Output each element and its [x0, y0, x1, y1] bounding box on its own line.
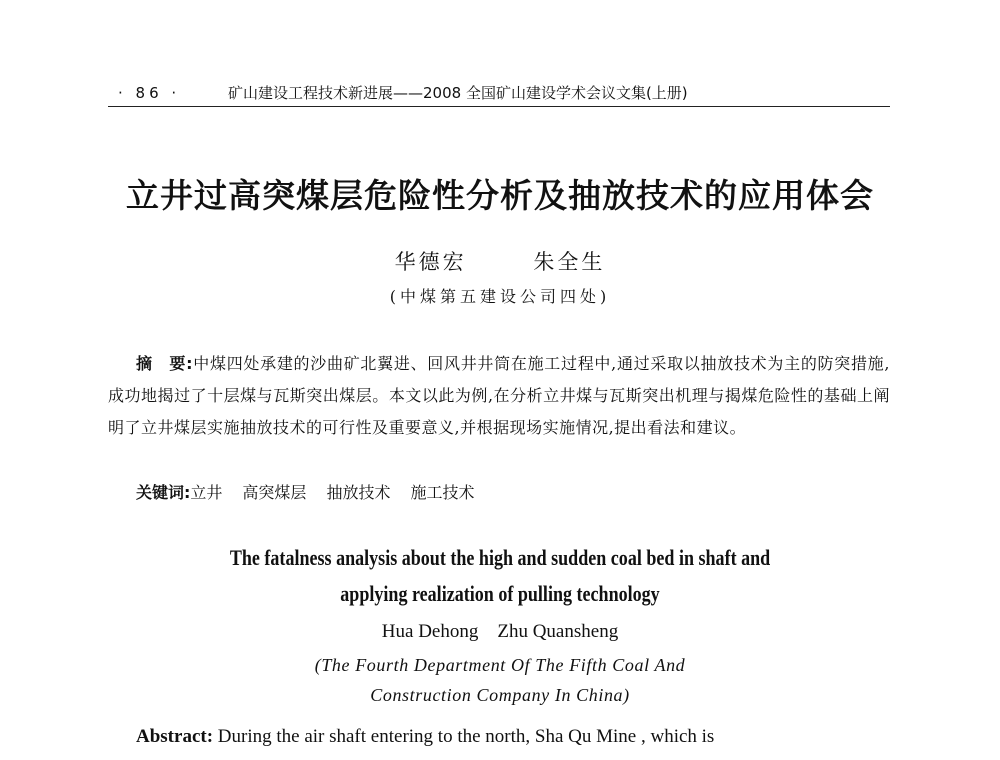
running-header: [108, 80, 890, 107]
keyword-4: 施工技术: [410, 483, 475, 502]
keyword-1: 立井: [190, 483, 223, 502]
abstract-cn-text: 中煤四处承建的沙曲矿北翼进、回风井井筒在施工过程中,通过采取以抽放技术为主的防突措施,成功地揭过了十层煤与瓦斯突出煤层。本文以此为例,在分析立井煤与瓦斯突出机理与揭煤危险性的基础上阐明了立井煤层实施抽放技术的可行性及重要意义,并根据现场实施情况,提出看法和建议。: [108, 354, 890, 437]
author-cn-1: 华德宏: [394, 250, 467, 274]
authors-cn: [0, 246, 1000, 276]
title-en-line-2: applying realization of pulling technology: [340, 581, 660, 606]
keyword-2: 高突煤层: [242, 483, 307, 502]
abstract-en-label: Abstract:: [136, 726, 214, 747]
affiliation-en: [0, 650, 1000, 710]
author-cn-2: 朱全生: [533, 250, 606, 274]
title-en-line-1: The fatalness analysis about the high and sudden coal bed in shaft and: [229, 545, 771, 570]
authors-en: Hua Dehong Zhu Quansheng: [381, 621, 619, 642]
keywords-cn: [136, 478, 494, 508]
keywords-label: 关键词:: [136, 483, 191, 502]
abstract-en: [108, 720, 890, 754]
abstract-cn-label: 摘 要:: [136, 354, 194, 373]
affiliation-en-line-2: Construction Company In China): [370, 685, 630, 705]
abstract-cn: [108, 348, 890, 444]
affiliation-en-line-1: (The Fourth Department Of The Fifth Coal And: [314, 655, 686, 675]
page-number: · 86 ·: [118, 84, 181, 102]
abstract-en-text: During the air shaft entering to the north, Sha Qu Mine , which is: [217, 726, 715, 747]
keyword-3: 抽放技术: [326, 483, 391, 502]
running-title: 矿山建设工程技术新进展——2008 全国矿山建设学术会议文集(上册): [228, 84, 688, 102]
affiliation-cn: (中煤第五建设公司四处): [389, 287, 611, 306]
paper-title-cn: 立井过高突煤层危险性分析及抽放技术的应用体会: [126, 176, 874, 215]
paper-title-en: [90, 540, 910, 612]
